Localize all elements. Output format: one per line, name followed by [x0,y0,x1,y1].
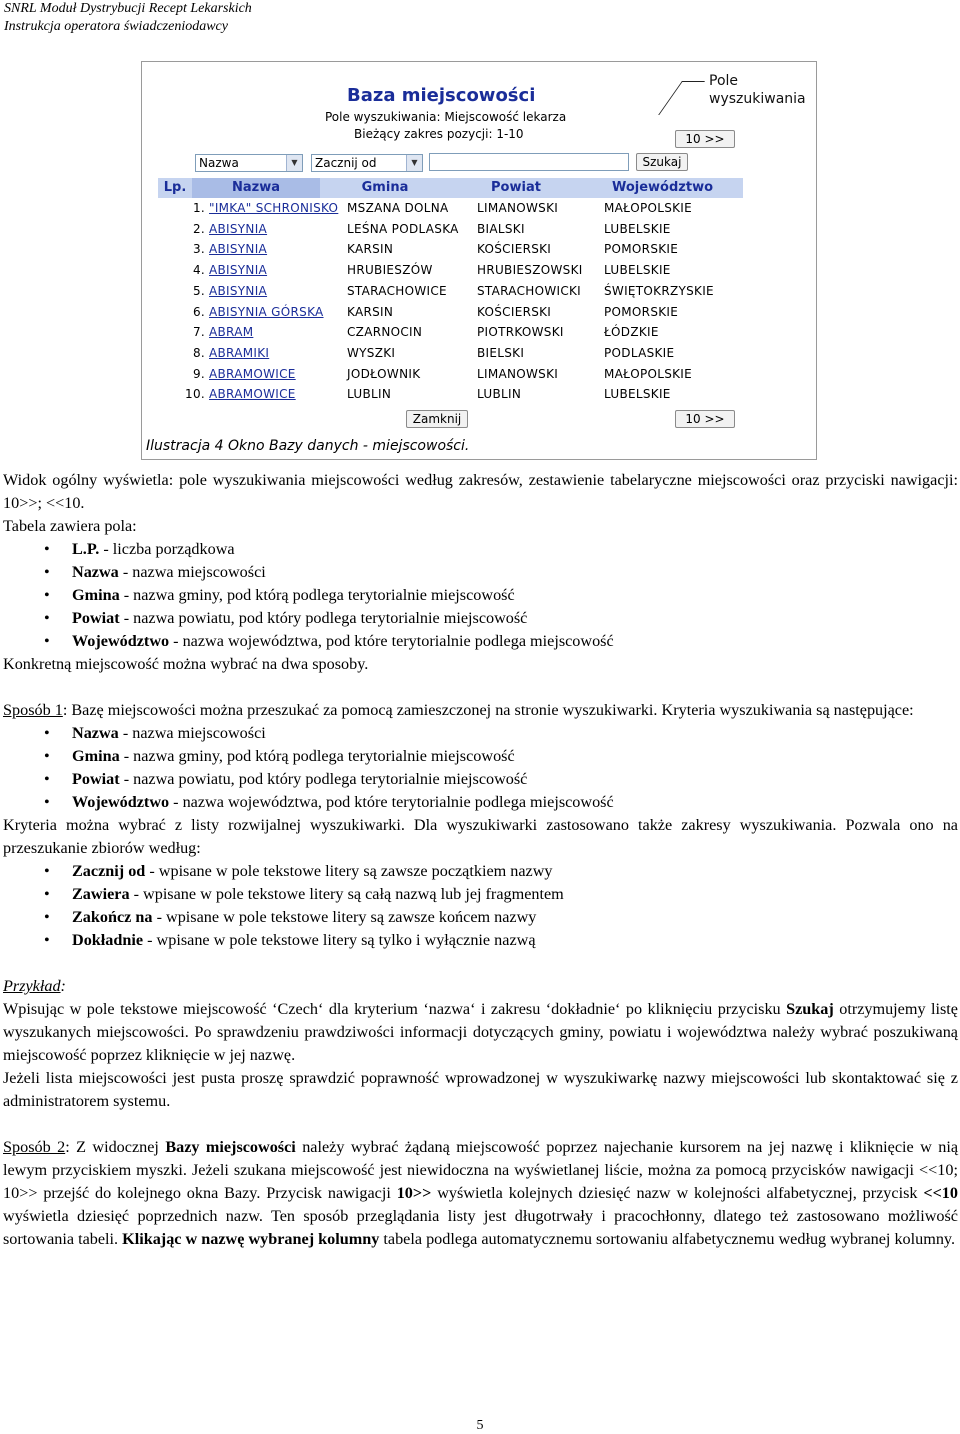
text-run: Gmina [72,747,120,765]
wojewodztwo-cell: ŚWIĘTOKRZYSKIE [604,283,714,298]
text-run: Sposób 1 [3,701,63,719]
text-run: Bazy miejscowości [165,1138,296,1156]
text-run: Województwo [72,632,170,650]
text-run: : [60,977,66,995]
text-run: Sposób 2 [3,1138,66,1156]
text-run: Tabela zawiera pola: [3,517,137,535]
text-run: Klikając w nazwę wybranej kolumny [122,1230,380,1248]
column-header-gmina[interactable]: Gmina [361,180,409,195]
row-number: 7. [192,325,205,340]
row-number: 9. [192,366,205,381]
place-name-link[interactable]: ABISYNIA [209,242,268,257]
text-run: - nazwa powiatu, pod który podlega terytorialnie miejscowość [119,770,528,788]
page-number: 5 [476,1418,484,1433]
figure-title: Baza miejscowości [347,85,536,106]
text-run: Konkretną miejscowość można wybrać na dwa sposoby. [3,655,369,673]
search-button[interactable]: Szukaj [636,153,688,171]
text-run: - liczba porządkowa [99,540,235,558]
row-number: 3. [192,242,205,257]
text-run: <<10 [923,1184,958,1202]
text-run: Jeżeli lista miejscowości jest pusta proszę sprawdzić poprawność wprowadzonej w wyszukiwarkę nazwy miejscowości lub skontaktować się z administratorem systemu. [3,1069,958,1110]
table-row [158,302,743,323]
paragraph [3,515,958,538]
text-run: L.P. [72,540,100,558]
paragraph [3,653,958,676]
powiat-cell: PIOTRKOWSKI [477,325,564,340]
text-run: Zakończ na [72,908,153,926]
powiat-cell: BIALSKI [477,221,525,236]
callout-label [709,72,806,108]
figure-search-field-info: Pole wyszukiwania: Miejscowość lekarza [325,110,567,124]
text-run: Widok ogólny wyświetla: pole wyszukiwania miejscowości według zakresów, zestawienie tabelaryczne miejscowości oraz przyciski nawigacji: 10>>; <<10. [3,471,958,512]
bullet-list [3,860,958,952]
row-number: 10. [185,387,205,402]
bullet-item [3,538,958,561]
bullet-item [3,929,958,952]
place-name-link[interactable]: ABISYNIA [209,263,268,278]
bullet-item [3,584,958,607]
text-run: Nazwa [72,563,119,581]
gmina-cell: STARACHOWICE [347,283,447,298]
gmina-cell: LEŚNA PODLASKA [347,221,459,236]
column-header-wojewodztwo[interactable]: Województwo [611,180,714,195]
table-row [158,198,743,219]
text-run: - nazwa województwa, pod które terytorialnie podlega miejscowość [169,793,614,811]
row-number: 4. [192,263,205,278]
text-run: : Z widocznej [65,1138,166,1156]
close-button[interactable]: Zamknij [406,410,468,428]
bullet-item [3,607,958,630]
text-run: - wpisane w pole tekstowe litery są tylko i wyłącznie nazwą [143,931,536,949]
table-row [158,239,743,260]
table-row [158,260,743,281]
document-header [4,0,252,36]
place-name-link[interactable]: "IMKA" SCHRONISKO [209,201,339,215]
text-run: Powiat [72,770,120,788]
text-run: - wpisane w pole tekstowe litery są zawsze końcem nazwy [152,908,537,926]
document-body [3,469,958,1251]
gmina-cell: WYSZKI [347,345,396,360]
text-run: - nazwa gminy, pod którą podlega terytorialnie miejscowość [119,747,515,765]
row-number: 8. [192,345,205,360]
bullet-item [3,561,958,584]
paragraph [3,699,958,722]
gmina-cell: KARSIN [347,242,394,257]
header-subtitle: Instrukcja operatora świadczeniodawcy [4,19,228,34]
paragraph [3,998,958,1067]
place-name-link[interactable]: ABISYNIA [209,221,268,236]
text-run: Województwo [72,793,170,811]
powiat-cell: KOŚCIERSKI [477,242,552,257]
text-run: należy wybrać żądaną miejscowość poprzez najechanie kursorem na jej nazwę i kliknięcie w nią lewym przyciskiem myszki. Jeżeli szukana miejscowość jest niewidoczna na wyświetlanej liście, można za pomocą przycisków nawigacji <<10; 10>> przejść do kolejnego okna Bazy. Przycisk nawigacji [3,1138,959,1202]
mode-select[interactable] [311,154,423,172]
column-header-lp[interactable]: Lp. [163,180,187,195]
bullet-item [3,768,958,791]
gmina-cell: MSZANA DOLNA [347,201,449,215]
text-run: Kryteria można wybrać z listy rozwijalnej wyszukiwarki. Dla wyszukiwarki zastosowano także zakresy wyszukiwania. Pozwala ono na przeszukanie zbiorów według: [3,816,958,857]
place-name-link[interactable]: ABRAMIKI [209,345,270,360]
row-number: 6. [192,304,205,319]
wojewodztwo-cell: MAŁOPOLSKIE [604,366,693,381]
paragraph [3,469,958,515]
text-run: - nazwa miejscowości [118,563,266,581]
wojewodztwo-cell: MAŁOPOLSKIE [604,201,693,215]
text-run: - wpisane w pole tekstowe litery są zawsze początkiem nazwy [145,862,553,880]
column-header-powiat[interactable]: Powiat [491,180,541,195]
table-row [158,219,743,240]
mode-select-value: Zacznij od [315,156,377,170]
text-run: - nazwa powiatu, pod który podlega terytorialnie miejscowość [119,609,528,627]
figure-screenshot [141,61,817,460]
powiat-cell: LIMANOWSKI [477,201,559,215]
paragraph-spacer [3,676,958,699]
field-select-value: Nazwa [199,156,239,170]
powiat-cell: KOŚCIERSKI [477,304,552,319]
bullet-item [3,745,958,768]
powiat-cell: HRUBIESZOWSKI [477,263,583,278]
wojewodztwo-cell: PODLASKIE [604,345,675,360]
callout-pointer [658,81,705,115]
gmina-cell: LUBLIN [347,387,392,402]
gmina-cell: KARSIN [347,304,394,319]
place-name-link[interactable]: ABISYNIA [209,283,268,298]
figure-range-info: Bieżący zakres pozycji: 1-10 [354,127,524,141]
place-name-link[interactable]: ABRAM [209,325,254,340]
text-run: - nazwa województwa, pod które terytorialnie podlega miejscowość [169,632,614,650]
wojewodztwo-cell: LUBELSKIE [604,387,671,402]
table-row [158,364,743,385]
text-run: Gmina [72,586,120,604]
bullet-list [3,538,958,653]
place-name-link[interactable]: ABISYNIA GÓRSKA [209,304,324,319]
text-run: - nazwa miejscowości [118,724,266,742]
powiat-cell: BIELSKI [477,345,525,360]
figure-caption: Ilustracja 4 Okno Bazy danych - miejscowości. [146,438,470,454]
header-title: SNRL Moduł Dystrybucji Recept Lekarskich [4,1,252,16]
bullet-item [3,722,958,745]
wojewodztwo-cell: ŁÓDZKIE [604,325,659,340]
next-10-button-bottom[interactable]: 10 >> [675,410,735,428]
text-run: 10>> [396,1184,432,1202]
chevron-down-icon: ▼ [286,155,302,171]
row-number: 2. [192,221,205,236]
powiat-cell: LUBLIN [477,387,522,402]
wojewodztwo-cell: LUBELSKIE [604,263,671,278]
powiat-cell: LIMANOWSKI [477,366,559,381]
bullet-list [3,722,958,814]
gmina-cell: JODŁOWNIK [347,366,421,381]
place-name-link[interactable]: ABRAMOWICE [209,366,296,381]
paragraph-spacer [3,1113,958,1136]
column-header-nazwa[interactable]: Nazwa [192,178,320,198]
wojewodztwo-cell: POMORSKIE [604,304,679,319]
text-run: Zawiera [72,885,130,903]
place-name-link[interactable]: ABRAMOWICE [209,387,296,402]
table-row [158,281,743,302]
text-run: Szukaj [786,1000,834,1018]
text-run: - wpisane w pole tekstowe litery są całą nazwą lub jej fragmentem [129,885,564,903]
next-10-button[interactable]: 10 >> [675,130,735,148]
row-number: 1. [192,201,205,215]
callout-line-1: Pole [709,73,739,89]
powiat-cell: STARACHOWICKI [477,283,582,298]
paragraph [3,975,958,998]
bullet-item [3,906,958,929]
bullet-item [3,860,958,883]
text-run: Powiat [72,609,120,627]
text-run: Dokładnie [72,931,144,949]
text-run: Nazwa [72,724,119,742]
table-row [158,322,743,343]
bullet-item [3,630,958,653]
bullet-item [3,791,958,814]
field-select[interactable] [195,154,303,172]
wojewodztwo-cell: LUBELSKIE [604,221,671,236]
text-run: Przykład [3,977,61,995]
table-header [158,178,743,198]
text-run: Zacznij od [72,862,146,880]
text-run: tabela podlega automatycznemu sortowaniu alfabetycznemu według wybranej kolumny. [379,1230,956,1248]
table-row [158,343,743,364]
chevron-down-icon: ▼ [406,155,422,171]
row-number: 5. [192,283,205,298]
wojewodztwo-cell: POMORSKIE [604,242,679,257]
text-run: otrzymujemy listę wyszukanych miejscowości. Po sprawdzeniu prawdziwości informacji dotyczących gminy, powiatu i województwa należy wybrać poszukiwaną miejscowość poprzez kliknięcie w jej nazwę. [3,1000,958,1064]
table-row [158,384,743,405]
bullet-item [3,883,958,906]
text-run: wyświetla kolejnych dziesięć nazw w kolejności alfabetycznej, przycisk [431,1184,924,1202]
paragraph [3,814,958,860]
gmina-cell: CZARNOCIN [347,325,423,340]
text-run: Wpisując w pole tekstowe miejscowość ‘Czech‘ dla kryterium ‘nazwa‘ i zakresu ‘dokładnie‘ po kliknięciu przycisku [3,1000,787,1018]
text-run: - nazwa gminy, pod którą podlega terytorialnie miejscowość [119,586,515,604]
paragraph-spacer [3,952,958,975]
search-input[interactable] [429,153,629,171]
paragraph [3,1067,958,1113]
gmina-cell: HRUBIESZÓW [347,263,433,278]
paragraph [3,1136,958,1251]
text-run: : Bazę miejscowości można przeszukać za pomocą zamieszczonej na stronie wyszukiwarki. Kryteria wyszukiwania są następujące: [62,701,914,719]
callout-line-2: wyszukiwania [709,91,806,107]
text-run: wyświetla dziesięć poprzednich nazw. Ten sposób przeglądania listy jest długotrwały i pracochłonny, dlatego też zastosowano możliwość sortowania tabeli. [3,1207,958,1248]
